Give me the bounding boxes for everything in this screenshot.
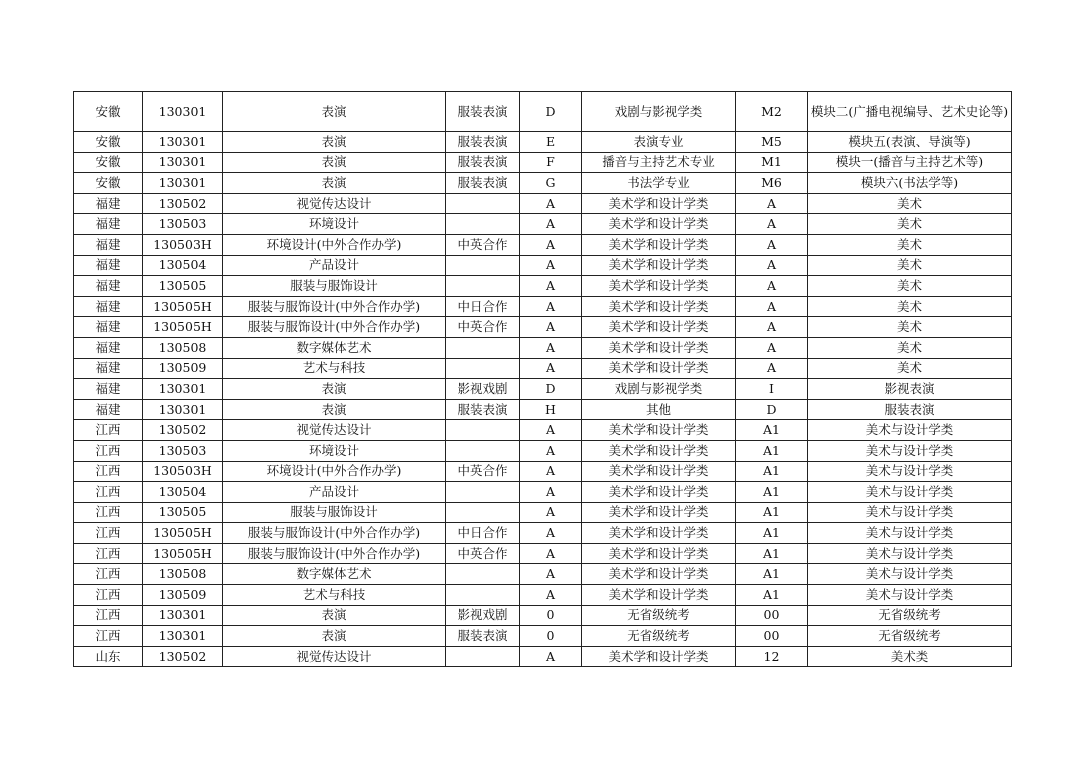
direction-cell: 中英合作 <box>446 317 520 338</box>
category-code-cell: A <box>520 276 582 297</box>
table-row <box>74 523 1012 544</box>
major-name-cell: 产品设计 <box>223 482 446 503</box>
major-code-cell: 130505 <box>143 276 223 297</box>
exam-code-cell: A <box>736 255 808 276</box>
exam-name-cell: 美术 <box>808 276 1012 297</box>
category-name-cell: 美术学和设计学类 <box>582 276 736 297</box>
province-cell: 江西 <box>74 482 143 503</box>
major-code-cell: 130502 <box>143 646 223 667</box>
category-code-cell: G <box>520 173 582 194</box>
major-code-cell: 130503H <box>143 234 223 255</box>
major-name-cell: 表演 <box>223 152 446 173</box>
category-name-cell: 其他 <box>582 399 736 420</box>
exam-code-cell: A <box>736 214 808 235</box>
table-row <box>74 482 1012 503</box>
major-name-cell: 环境设计 <box>223 214 446 235</box>
exam-name-cell: 美术 <box>808 234 1012 255</box>
major-name-cell: 表演 <box>223 132 446 153</box>
table-row <box>74 132 1012 153</box>
exam-name-cell: 美术与设计学类 <box>808 482 1012 503</box>
province-cell: 安徽 <box>74 173 143 194</box>
category-code-cell: A <box>520 317 582 338</box>
category-code-cell: A <box>520 461 582 482</box>
major-code-cell: 130509 <box>143 585 223 606</box>
exam-name-cell: 美术与设计学类 <box>808 420 1012 441</box>
category-name-cell: 美术学和设计学类 <box>582 193 736 214</box>
major-code-cell: 130505H <box>143 543 223 564</box>
exam-name-cell: 美术 <box>808 296 1012 317</box>
exam-name-cell: 服装表演 <box>808 399 1012 420</box>
category-code-cell: H <box>520 399 582 420</box>
major-name-cell: 产品设计 <box>223 255 446 276</box>
exam-name-cell: 模块二(广播电视编导、艺术史论等) <box>808 92 1012 132</box>
exam-name-cell: 美术 <box>808 337 1012 358</box>
exam-name-cell: 模块一(播音与主持艺术等) <box>808 152 1012 173</box>
category-name-cell: 美术学和设计学类 <box>582 523 736 544</box>
province-cell: 福建 <box>74 296 143 317</box>
category-name-cell: 无省级统考 <box>582 605 736 626</box>
exam-code-cell: A1 <box>736 585 808 606</box>
exam-name-cell: 美术 <box>808 255 1012 276</box>
major-code-cell: 130505 <box>143 502 223 523</box>
province-cell: 江西 <box>74 440 143 461</box>
category-code-cell: A <box>520 234 582 255</box>
province-cell: 福建 <box>74 317 143 338</box>
direction-cell <box>446 585 520 606</box>
category-code-cell: F <box>520 152 582 173</box>
province-cell: 江西 <box>74 420 143 441</box>
category-code-cell: A <box>520 482 582 503</box>
table-row <box>74 317 1012 338</box>
exam-code-cell: M6 <box>736 173 808 194</box>
direction-cell: 中英合作 <box>446 234 520 255</box>
exam-code-cell: M1 <box>736 152 808 173</box>
major-code-cell: 130509 <box>143 358 223 379</box>
exam-name-cell: 美术类 <box>808 646 1012 667</box>
exam-code-cell: A1 <box>736 543 808 564</box>
category-name-cell: 美术学和设计学类 <box>582 358 736 379</box>
major-name-cell: 服装与服饰设计(中外合作办学) <box>223 543 446 564</box>
table-row <box>74 564 1012 585</box>
major-name-cell: 环境设计(中外合作办学) <box>223 461 446 482</box>
exam-code-cell: A <box>736 337 808 358</box>
category-code-cell: A <box>520 255 582 276</box>
major-code-cell: 130301 <box>143 173 223 194</box>
major-name-cell: 服装与服饰设计 <box>223 502 446 523</box>
exam-code-cell: A <box>736 234 808 255</box>
major-name-cell: 服装与服饰设计 <box>223 276 446 297</box>
major-code-cell: 130503 <box>143 214 223 235</box>
major-code-cell: 130301 <box>143 605 223 626</box>
table-body <box>74 92 1012 667</box>
category-code-cell: A <box>520 564 582 585</box>
table-row <box>74 152 1012 173</box>
table-row <box>74 337 1012 358</box>
major-name-cell: 表演 <box>223 626 446 647</box>
major-name-cell: 表演 <box>223 379 446 400</box>
category-code-cell: A <box>520 214 582 235</box>
table-row <box>74 420 1012 441</box>
exam-name-cell: 无省级统考 <box>808 626 1012 647</box>
major-code-cell: 130505H <box>143 296 223 317</box>
major-name-cell: 表演 <box>223 605 446 626</box>
province-cell: 江西 <box>74 626 143 647</box>
category-name-cell: 美术学和设计学类 <box>582 585 736 606</box>
major-code-cell: 130301 <box>143 399 223 420</box>
category-code-cell: A <box>520 523 582 544</box>
province-cell: 江西 <box>74 564 143 585</box>
direction-cell: 中日合作 <box>446 296 520 317</box>
category-code-cell: A <box>520 296 582 317</box>
category-name-cell: 美术学和设计学类 <box>582 255 736 276</box>
category-code-cell: A <box>520 193 582 214</box>
category-name-cell: 美术学和设计学类 <box>582 564 736 585</box>
major-code-cell: 130301 <box>143 92 223 132</box>
category-code-cell: A <box>520 646 582 667</box>
province-cell: 福建 <box>74 276 143 297</box>
category-name-cell: 美术学和设计学类 <box>582 646 736 667</box>
category-code-cell: 0 <box>520 605 582 626</box>
exam-name-cell: 美术与设计学类 <box>808 502 1012 523</box>
table-row <box>74 173 1012 194</box>
category-code-cell: A <box>520 358 582 379</box>
direction-cell: 影视戏剧 <box>446 379 520 400</box>
table-row <box>74 255 1012 276</box>
direction-cell <box>446 564 520 585</box>
exam-name-cell: 美术与设计学类 <box>808 523 1012 544</box>
exam-code-cell: D <box>736 399 808 420</box>
exam-name-cell: 美术与设计学类 <box>808 440 1012 461</box>
exam-name-cell: 美术 <box>808 214 1012 235</box>
exam-code-cell: A1 <box>736 420 808 441</box>
category-code-cell: D <box>520 379 582 400</box>
province-cell: 安徽 <box>74 92 143 132</box>
direction-cell: 中日合作 <box>446 523 520 544</box>
direction-cell <box>446 193 520 214</box>
direction-cell <box>446 337 520 358</box>
exam-code-cell: A <box>736 317 808 338</box>
exam-code-cell: A1 <box>736 523 808 544</box>
direction-cell: 中英合作 <box>446 543 520 564</box>
category-name-cell: 戏剧与影视学类 <box>582 92 736 132</box>
province-cell: 福建 <box>74 337 143 358</box>
category-name-cell: 播音与主持艺术专业 <box>582 152 736 173</box>
table-row <box>74 440 1012 461</box>
table-row <box>74 605 1012 626</box>
category-name-cell: 美术学和设计学类 <box>582 296 736 317</box>
table-row <box>74 461 1012 482</box>
category-code-cell: A <box>520 440 582 461</box>
major-name-cell: 数字媒体艺术 <box>223 337 446 358</box>
category-name-cell: 美术学和设计学类 <box>582 461 736 482</box>
table-row <box>74 234 1012 255</box>
table-row <box>74 585 1012 606</box>
exam-name-cell: 美术与设计学类 <box>808 543 1012 564</box>
major-name-cell: 视觉传达设计 <box>223 420 446 441</box>
exam-name-cell: 影视表演 <box>808 379 1012 400</box>
province-cell: 江西 <box>74 585 143 606</box>
major-name-cell: 表演 <box>223 92 446 132</box>
major-code-cell: 130508 <box>143 337 223 358</box>
exam-code-cell: I <box>736 379 808 400</box>
province-cell: 福建 <box>74 379 143 400</box>
category-code-cell: A <box>520 543 582 564</box>
major-code-cell: 130505H <box>143 317 223 338</box>
major-name-cell: 艺术与科技 <box>223 358 446 379</box>
province-cell: 江西 <box>74 502 143 523</box>
table-row <box>74 358 1012 379</box>
exam-code-cell: A1 <box>736 440 808 461</box>
major-name-cell: 服装与服饰设计(中外合作办学) <box>223 317 446 338</box>
exam-code-cell: M2 <box>736 92 808 132</box>
table-row <box>74 193 1012 214</box>
major-name-cell: 视觉传达设计 <box>223 193 446 214</box>
table-row <box>74 276 1012 297</box>
category-code-cell: D <box>520 92 582 132</box>
province-cell: 安徽 <box>74 152 143 173</box>
exam-name-cell: 模块五(表演、导演等) <box>808 132 1012 153</box>
major-code-cell: 130503H <box>143 461 223 482</box>
category-name-cell: 书法学专业 <box>582 173 736 194</box>
exam-name-cell: 美术与设计学类 <box>808 564 1012 585</box>
major-code-cell: 130502 <box>143 420 223 441</box>
province-cell: 福建 <box>74 358 143 379</box>
direction-cell: 服装表演 <box>446 132 520 153</box>
major-code-cell: 130508 <box>143 564 223 585</box>
province-cell: 江西 <box>74 461 143 482</box>
table-row <box>74 214 1012 235</box>
exam-code-cell: A1 <box>736 564 808 585</box>
table-row <box>74 399 1012 420</box>
major-code-cell: 130301 <box>143 379 223 400</box>
direction-cell: 服装表演 <box>446 399 520 420</box>
exam-code-cell: A1 <box>736 461 808 482</box>
direction-cell: 服装表演 <box>446 152 520 173</box>
table-row <box>74 502 1012 523</box>
exam-code-cell: A <box>736 276 808 297</box>
province-cell: 福建 <box>74 193 143 214</box>
table-row <box>74 92 1012 132</box>
exam-code-cell: A <box>736 296 808 317</box>
category-name-cell: 表演专业 <box>582 132 736 153</box>
direction-cell <box>446 440 520 461</box>
table-row <box>74 379 1012 400</box>
major-name-cell: 环境设计(中外合作办学) <box>223 234 446 255</box>
table-row <box>74 626 1012 647</box>
exam-code-cell: A1 <box>736 482 808 503</box>
major-name-cell: 表演 <box>223 399 446 420</box>
province-cell: 福建 <box>74 214 143 235</box>
major-name-cell: 数字媒体艺术 <box>223 564 446 585</box>
province-cell: 江西 <box>74 523 143 544</box>
table-row <box>74 296 1012 317</box>
direction-cell <box>446 358 520 379</box>
direction-cell <box>446 255 520 276</box>
province-cell: 江西 <box>74 605 143 626</box>
exam-code-cell: 12 <box>736 646 808 667</box>
table-row <box>74 543 1012 564</box>
category-name-cell: 无省级统考 <box>582 626 736 647</box>
major-code-cell: 130502 <box>143 193 223 214</box>
category-name-cell: 美术学和设计学类 <box>582 502 736 523</box>
major-name-cell: 艺术与科技 <box>223 585 446 606</box>
category-code-cell: A <box>520 420 582 441</box>
category-name-cell: 美术学和设计学类 <box>582 337 736 358</box>
exam-code-cell: 00 <box>736 605 808 626</box>
category-code-cell: E <box>520 132 582 153</box>
major-code-cell: 130505H <box>143 523 223 544</box>
direction-cell <box>446 214 520 235</box>
major-code-cell: 130301 <box>143 132 223 153</box>
direction-cell <box>446 646 520 667</box>
exam-name-cell: 美术与设计学类 <box>808 585 1012 606</box>
category-name-cell: 美术学和设计学类 <box>582 234 736 255</box>
exam-code-cell: A <box>736 358 808 379</box>
direction-cell: 服装表演 <box>446 626 520 647</box>
direction-cell: 中英合作 <box>446 461 520 482</box>
major-code-cell: 130301 <box>143 626 223 647</box>
category-name-cell: 美术学和设计学类 <box>582 317 736 338</box>
exam-name-cell: 美术 <box>808 317 1012 338</box>
province-cell: 福建 <box>74 399 143 420</box>
category-name-cell: 美术学和设计学类 <box>582 214 736 235</box>
category-code-cell: A <box>520 337 582 358</box>
category-code-cell: A <box>520 502 582 523</box>
major-category-table <box>73 91 1012 667</box>
category-name-cell: 美术学和设计学类 <box>582 482 736 503</box>
major-code-cell: 130503 <box>143 440 223 461</box>
direction-cell: 服装表演 <box>446 92 520 132</box>
major-code-cell: 130301 <box>143 152 223 173</box>
exam-name-cell: 美术 <box>808 358 1012 379</box>
exam-name-cell: 美术与设计学类 <box>808 461 1012 482</box>
category-name-cell: 美术学和设计学类 <box>582 543 736 564</box>
province-cell: 安徽 <box>74 132 143 153</box>
exam-name-cell: 美术 <box>808 193 1012 214</box>
major-name-cell: 环境设计 <box>223 440 446 461</box>
direction-cell <box>446 482 520 503</box>
exam-code-cell: A1 <box>736 502 808 523</box>
major-name-cell: 服装与服饰设计(中外合作办学) <box>223 296 446 317</box>
province-cell: 福建 <box>74 234 143 255</box>
major-name-cell: 表演 <box>223 173 446 194</box>
major-name-cell: 视觉传达设计 <box>223 646 446 667</box>
direction-cell <box>446 502 520 523</box>
category-code-cell: 0 <box>520 626 582 647</box>
direction-cell: 影视戏剧 <box>446 605 520 626</box>
exam-code-cell: A <box>736 193 808 214</box>
category-code-cell: A <box>520 585 582 606</box>
category-name-cell: 美术学和设计学类 <box>582 440 736 461</box>
category-name-cell: 美术学和设计学类 <box>582 420 736 441</box>
exam-code-cell: 00 <box>736 626 808 647</box>
category-name-cell: 戏剧与影视学类 <box>582 379 736 400</box>
province-cell: 福建 <box>74 255 143 276</box>
province-cell: 江西 <box>74 543 143 564</box>
direction-cell <box>446 420 520 441</box>
exam-name-cell: 无省级统考 <box>808 605 1012 626</box>
major-code-cell: 130504 <box>143 255 223 276</box>
table-row <box>74 646 1012 667</box>
exam-name-cell: 模块六(书法学等) <box>808 173 1012 194</box>
direction-cell: 服装表演 <box>446 173 520 194</box>
province-cell: 山东 <box>74 646 143 667</box>
major-name-cell: 服装与服饰设计(中外合作办学) <box>223 523 446 544</box>
direction-cell <box>446 276 520 297</box>
exam-code-cell: M5 <box>736 132 808 153</box>
major-code-cell: 130504 <box>143 482 223 503</box>
